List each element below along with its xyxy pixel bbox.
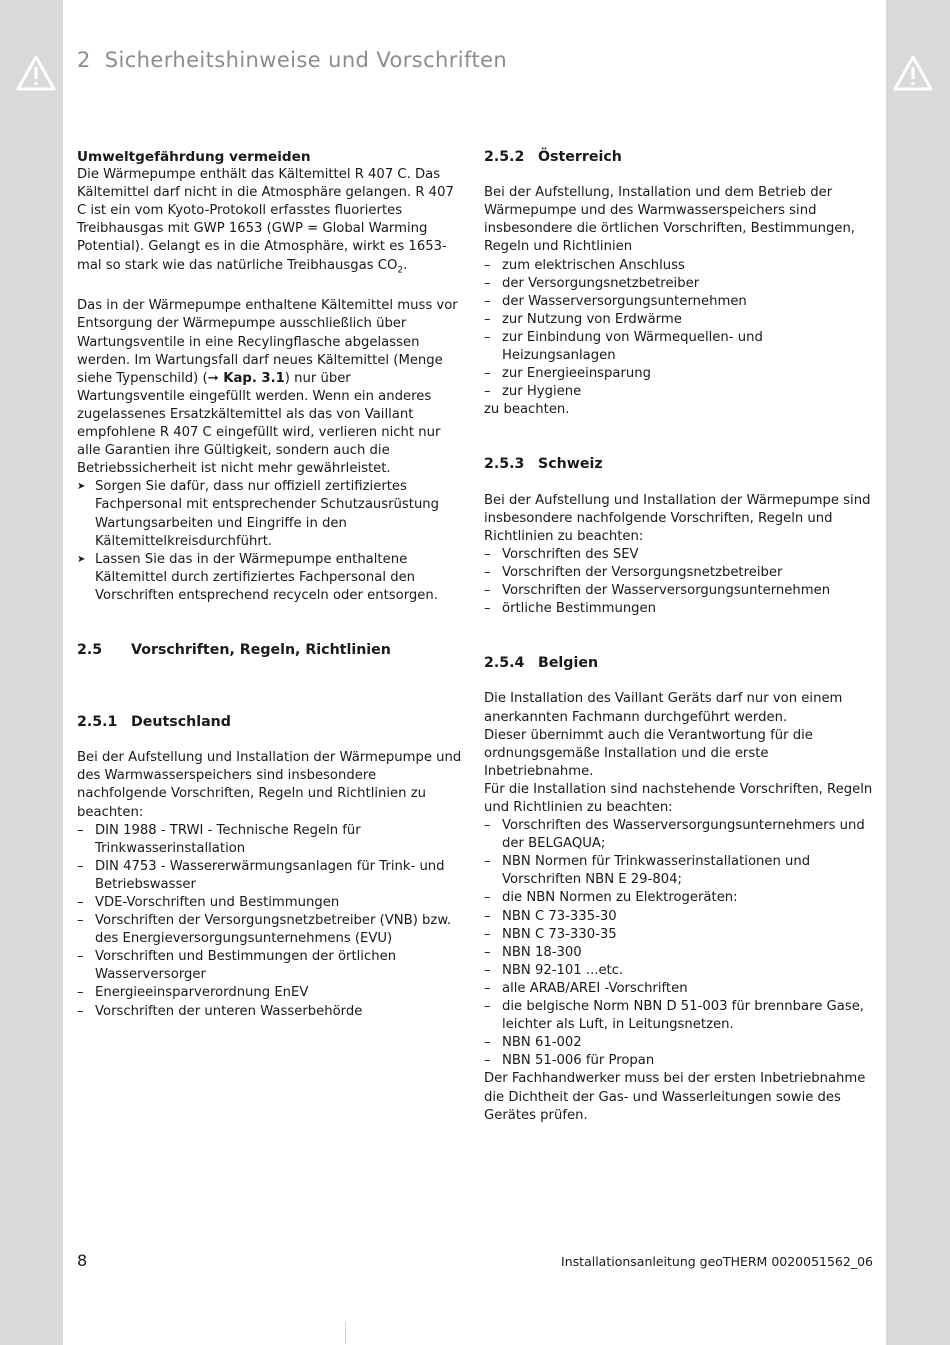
section-2-5-4-heading [484,654,876,672]
list-item: – NBN 51-006 für Propan [484,1052,876,1070]
crop-mark [345,1322,346,1344]
s253-intro: Bei der Aufstellung und Installation der Wärmepumpe sind insbesondere nachfolgende Vorschriften, Regeln und Richtlinien zu beachten: [484,492,871,544]
list-item: – NBN Normen für Trinkwasserinstallationen und Vorschriften NBN E 29-804; [484,853,876,889]
s252-outro: zu beachten. [484,402,570,418]
env-paragraph-2 [77,297,462,478]
s254-list [484,817,876,1070]
list-item: – DIN 4753 - Wassererwärmungsanlagen für Trink- und Betriebswasser [77,858,462,894]
section-title: Belgien [538,655,599,672]
list-item: – Energieeinsparverordnung EnEV [77,984,462,1002]
document-title: Installationsanleitung geoTHERM 0020051562_06 [561,1254,873,1269]
section-title: Vorschriften, Regeln, Richtlinien [131,641,391,658]
section-number: 2.5.4 [484,655,525,672]
action-item: ➤ Sorgen Sie dafür, dass nur offiziell zertifiziertes Fachpersonal mit entsprechender Schutzausrüstung Wartungsarbeiten und Eingriffe in den Kältemittelkreisdurchführt. [77,478,462,550]
section-2-5-1-heading [77,713,462,731]
list-item: – Vorschriften der Versorgungsnetzbetreiber [484,564,876,582]
s251-list [77,822,462,1021]
list-item: – Vorschriften der Versorgungsnetzbetreiber (VNB) bzw. des Energieversorgungsunternehmens (EVU) [77,912,462,948]
s254-paragraph-2: Dieser übernimmt auch die Verantwortung für die ordnungsgemäße Installation und die erste Inbetriebnahme. [484,727,813,779]
s254-paragraph-1: Die Installation des Vaillant Geräts darf nur von einem anerkannten Fachmann durchgeführt werden. [484,691,843,725]
list-item: – Vorschriften der Wasserversorgungsunternehmen [484,582,876,600]
section-title: Schweiz [538,456,603,473]
co2-subscript: 2 [397,265,404,276]
env-heading: Umweltgefährdung vermeiden [77,149,311,165]
warning-icon [892,54,934,92]
list-item: – örtliche Bestimmungen [484,600,876,618]
list-item: – zum elektrischen Anschluss [484,257,876,275]
list-item: – Vorschriften und Bestimmungen der örtlichen Wasserversorger [77,948,462,984]
s252-intro: Bei der Aufstellung, Installation und dem Betrieb der Wärmepumpe und des Warmwasserspeichers sind insbesondere die örtlichen Vorschriften, Bestimmungen, Regeln und Richtlinien [484,185,855,255]
section-2-5-3-heading [484,455,876,473]
section-number: 2.5.3 [484,456,525,473]
list-item: – NBN 61-002 [484,1034,876,1052]
list-item: – zur Hygiene [484,383,876,401]
section-number: 2.5.2 [484,149,525,165]
s252-list [484,257,876,402]
list-item: – Vorschriften des SEV [484,546,876,564]
list-item: – NBN 18-300 [484,944,876,962]
chapter-heading [77,48,507,72]
env-p1-text: Die Wärmepumpe enthält das Kältemittel R 407 C. Das Kältemittel darf nicht in die Atmosphäre gelangen. R 407 C ist ein vom Kyoto-Protokoll erfasstes fluoriertes Treibhausgas mit GWP 1653 (GWP = Global Warming Potential). Gelangt es in die Atmosphäre, wirkt es 1653-mal so stark wie das natürliche Treibhausgas CO [77,167,454,273]
section-title: Deutschland [131,714,231,731]
list-item: – die belgische Norm NBN D 51-003 für brennbare Gase, leichter als Luft, in Leitungsnetzen. [484,998,876,1034]
list-item: – zur Nutzung von Erdwärme [484,311,876,329]
list-item: – NBN 92-101 ...etc. [484,962,876,980]
s254-paragraph-3: Für die Installation sind nachstehende Vorschriften, Regeln und Richtlinien zu beachten: [484,781,873,815]
section-number: 2.5 [77,641,103,658]
list-item: – zur Einbindung von Wärmequellen- und Heizungsanlagen [484,329,876,365]
chapter-reference-link[interactable]: ➞ Kap. 3.1 [207,370,285,386]
page-number: 8 [77,1251,88,1270]
env-paragraph-1 [77,166,462,279]
s254-outro: Der Fachhandwerker muss bei der ersten Inbetriebnahme die Dichtheit der Gas- und Wasserleitungen sowie des Gerätes prüfen. [484,1071,866,1123]
s251-intro: Bei der Aufstellung und Installation der Wärmepumpe und des Warmwasserspeichers sind insbesondere nachfolgende Vorschriften, Regeln und Richtlinien zu beachten: [77,750,462,820]
list-item: – VDE-Vorschriften und Bestimmungen [77,894,462,912]
right-column [484,148,876,1125]
section-title: Österreich [538,149,622,165]
action-item: ➤ Lassen Sie das in der Wärmepumpe enthaltene Kältemittel durch zertifiziertes Fachpersonal den Vorschriften entsprechend recyceln oder entsorgen. [77,551,462,605]
list-item: – alle ARAB/AREI -Vorschriften [484,980,876,998]
list-item: – der Versorgungsnetzbetreiber [484,275,876,293]
list-item: – der Wasserversorgungsunternehmen [484,293,876,311]
list-item: – die NBN Normen zu Elektrogeräten: [484,889,876,907]
env-p2-text-a: Das in der Wärmepumpe enthaltene Kältemittel muss vor Entsorgung der Wärmepumpe ausschließlich über Wartungsventile in eine Recylingflasche abgelassen werden. Im Wartungsfall darf neues Kältemittel (Menge siehe Typenschild) ( [77,298,458,386]
env-p2-text-b: ) nur über Wartungsventile eingefüllt werden. Wenn ein anderes zugelassenes Ersatzkältemittel als das von Vaillant empfohlene R 407 C eingefüllt wird, verlieren nicht nur alle Garantien ihre Gültigkeit, sondern auch die Betriebssicherheit ist nicht mehr gewährleistet. [77,370,441,477]
list-item: – NBN C 73-335-30 [484,908,876,926]
env-p1-end: . [403,257,408,273]
left-column [77,148,462,1021]
action-list [77,478,462,605]
section-2-5-heading [77,641,462,659]
section-number: 2.5.1 [77,714,118,731]
list-item: – Vorschriften der unteren Wasserbehörde [77,1003,462,1021]
list-item: – zur Energieeinsparung [484,365,876,383]
chapter-number: 2 [77,48,91,72]
list-item: – Vorschriften des Wasserversorgungsunternehmers und der BELGAQUA; [484,817,876,853]
s253-list [484,546,876,618]
chapter-title: Sicherheitshinweise und Vorschriften [104,48,508,72]
section-2-5-2-heading [484,148,876,166]
warning-icon [15,54,57,92]
list-item: – NBN C 73-330-35 [484,926,876,944]
list-item: – DIN 1988 - TRWI - Technische Regeln für Trinkwasserinstallation [77,822,462,858]
